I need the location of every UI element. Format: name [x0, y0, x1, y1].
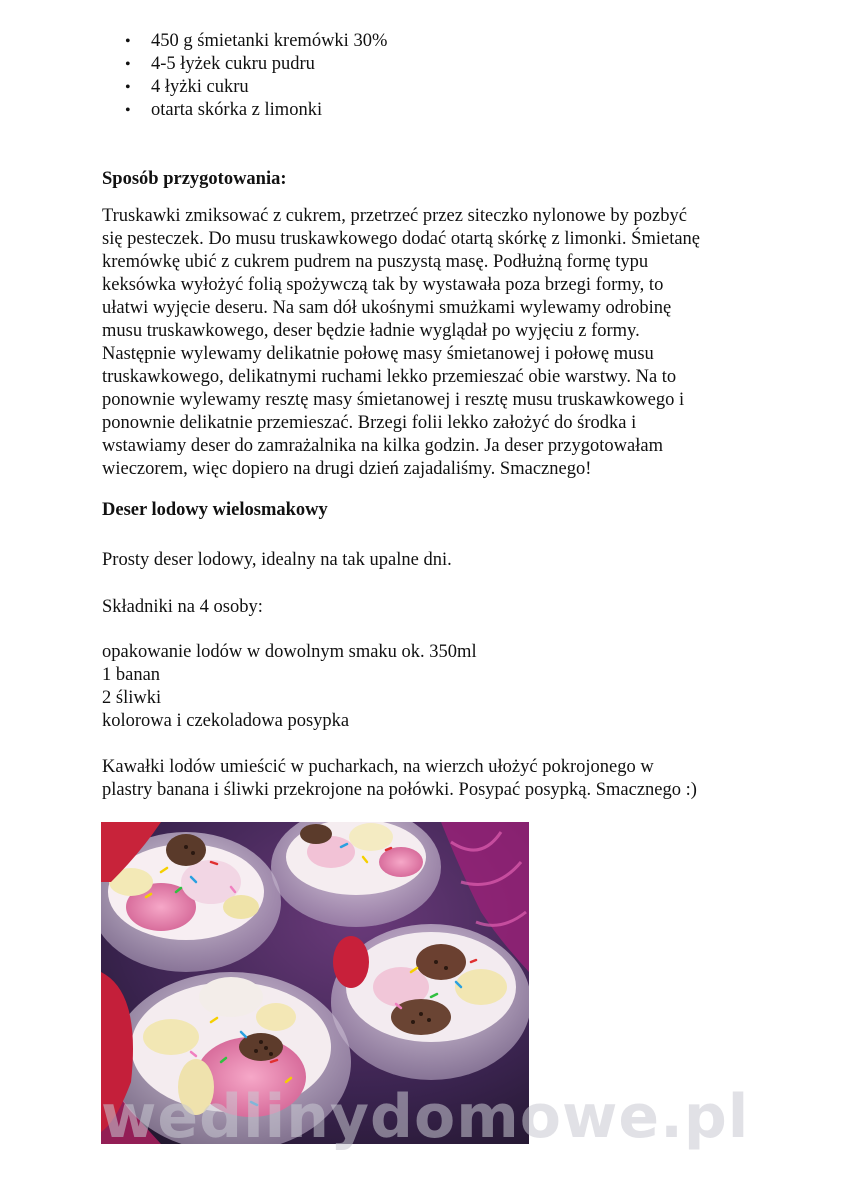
- text-line: ponownie delikatnie przemieszać. Brzegi folii lekko założyć do środka i: [102, 413, 637, 433]
- text-line: wstawiamy deser do zamrażalnika na kilka godzin. Ja deser przygotowałam: [102, 436, 663, 456]
- method-heading: Sposób przygotowania:: [102, 169, 287, 189]
- list-item: • 4 łyżki cukru: [151, 76, 387, 99]
- list-item: 1 banan: [102, 665, 161, 685]
- text-line: plastry banana i śliwki przekrojone na połówki. Posypać posypką. Smacznego :): [102, 780, 697, 800]
- instructions-paragraph: [102, 756, 762, 802]
- watermark-text: wedlinydomowe.pl: [101, 1082, 750, 1152]
- text-line: keksówka wyłożyć folią spożywczą tak by wystawała poza brzegi formy, to: [102, 275, 664, 295]
- recipe-title: Deser lodowy wielosmakowy: [102, 500, 328, 520]
- list-item: • otarta skórka z limonki: [151, 99, 387, 122]
- list-item: • 450 g śmietanki kremówki 30%: [151, 30, 387, 53]
- text-line: musu truskawkowego, deser będzie ładnie wyglądał po wyjęciu z formy.: [102, 321, 640, 341]
- recipe-intro: Prosty deser lodowy, idealny na tak upalne dni.: [102, 550, 452, 570]
- text-line: Kawałki lodów umieścić w pucharkach, na wierzch ułożyć pokrojonego w: [102, 757, 654, 777]
- method-paragraph: [102, 205, 762, 481]
- text-line: kremówkę ubić z cukrem pudrem na puszystą masę. Podłużną formę typu: [102, 252, 649, 272]
- ingredient-list-top: [101, 30, 387, 122]
- text-line: ułatwi wyjęcie deseru. Na sam dół ukośnymi smużkami wylewamy odrobinę: [102, 298, 672, 318]
- list-item: • 4-5 łyżek cukru pudru: [151, 53, 387, 76]
- text-line: ponownie wylewamy resztę masy śmietanowej i resztę musu truskawkowego i: [102, 390, 685, 410]
- ingredient-list: [102, 641, 762, 733]
- text-line: Następnie wylewamy delikatnie połowę masy śmietanowej i połowę musu: [102, 344, 654, 364]
- text-line: się pesteczek. Do musu truskawkowego dodać otartą skórkę z limonki. Śmietanę: [102, 229, 701, 249]
- text-line: Truskawki zmiksować z cukrem, przetrzeć przez siteczko nylonowe by pozbyć: [102, 206, 687, 226]
- list-item: opakowanie lodów w dowolnym smaku ok. 350ml: [102, 642, 477, 662]
- list-item: 2 śliwki: [102, 688, 162, 708]
- text-line: wieczorem, więc dopiero na drugi dzień zajadaliśmy. Smacznego!: [102, 459, 592, 479]
- list-item: kolorowa i czekoladowa posypka: [102, 711, 350, 731]
- servings-label: Składniki na 4 osoby:: [102, 597, 263, 617]
- text-line: truskawkowego, delikatnymi ruchami lekko przemieszać obie warstwy. Na to: [102, 367, 677, 387]
